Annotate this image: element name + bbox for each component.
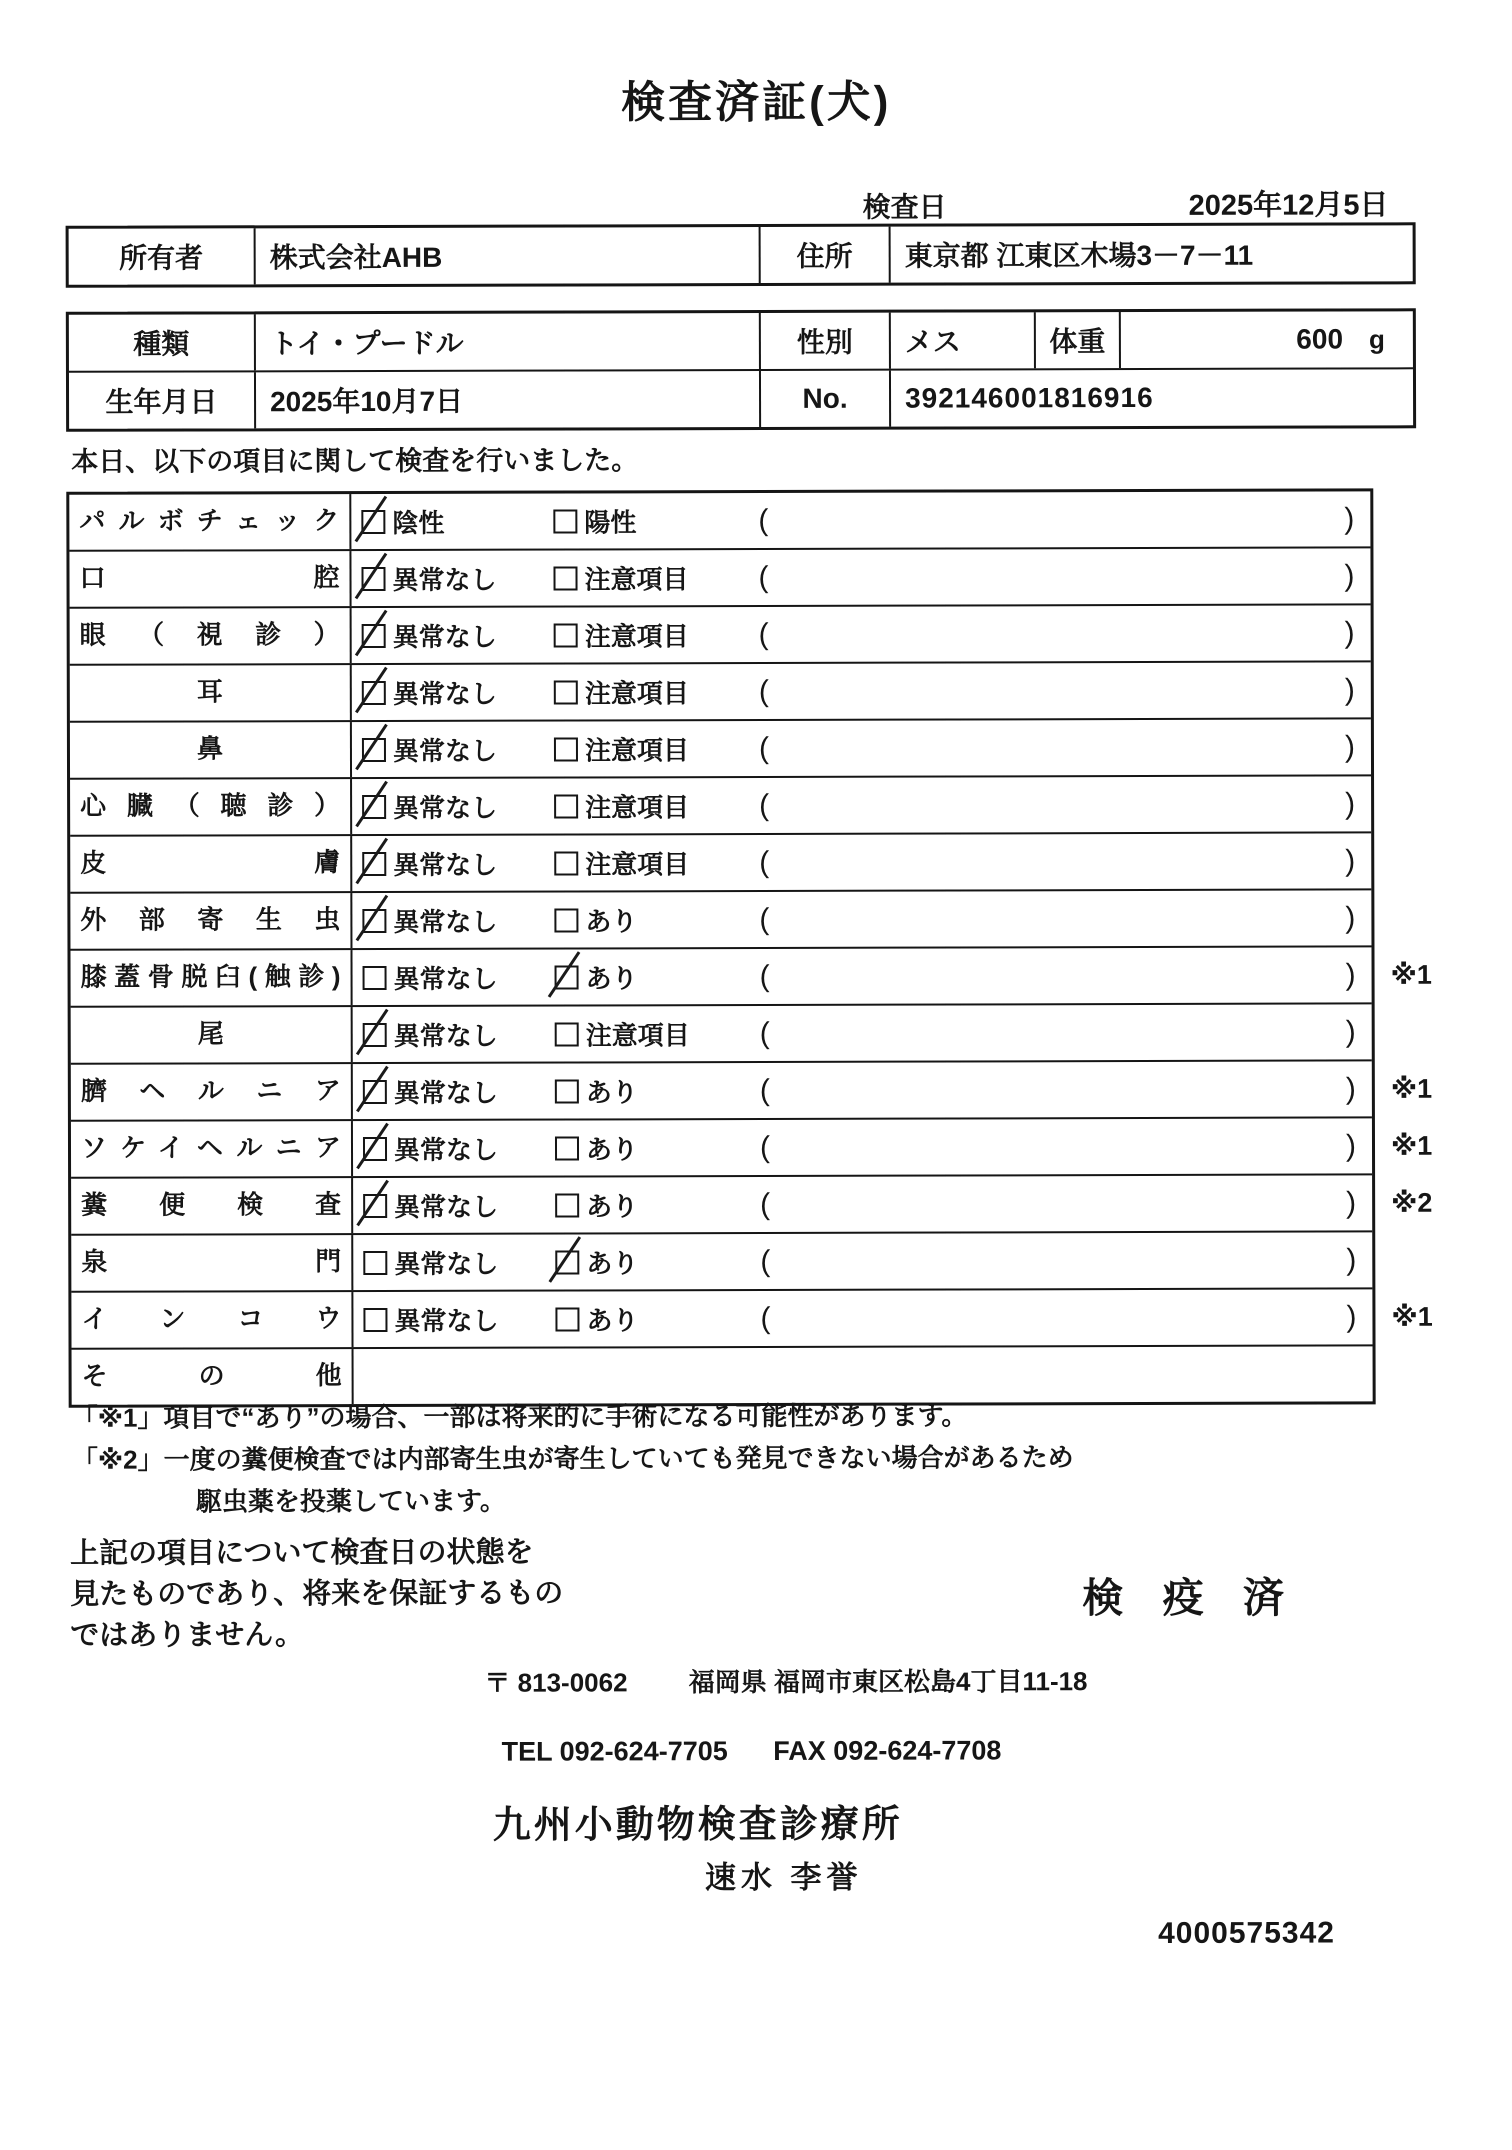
option-1 — [361, 503, 553, 541]
checkbox-unchecked — [554, 737, 578, 761]
option-1 — [363, 1301, 555, 1339]
paren-close: ) — [1345, 843, 1356, 877]
checklist-row — [69, 491, 1370, 549]
checklist-row — [70, 774, 1371, 834]
checklist-row — [70, 603, 1371, 663]
checkbox-checked — [555, 965, 579, 989]
option-1 — [363, 1130, 555, 1168]
paren-open: ( — [759, 1130, 771, 1164]
option-label: 異常なし — [393, 1077, 498, 1108]
paren-close: ) — [1344, 672, 1355, 706]
footnote-mark: ※1 — [1390, 959, 1432, 990]
option-2 — [555, 1186, 760, 1224]
option-label: あり — [585, 1077, 638, 1108]
pet-row-2 — [69, 367, 1413, 429]
footnote-3: 駆虫薬を投薬しています。 — [195, 1485, 506, 1517]
paren-close: ) — [1345, 957, 1356, 991]
checklist-item-label: ソケイヘルニア — [71, 1121, 353, 1177]
option-label: 注意項目 — [584, 678, 689, 709]
owner-address-label: 住所 — [759, 227, 889, 283]
checklist-item-label: 皮膚 — [70, 836, 352, 892]
option-label: あり — [585, 906, 638, 937]
checkbox-unchecked — [555, 1136, 579, 1160]
option-label: あり — [586, 1305, 639, 1336]
inspection-date-label: 検査日 — [862, 191, 947, 223]
owner-label: 所有者 — [119, 242, 204, 274]
paren-close: ) — [1346, 1185, 1357, 1219]
paren-close: ) — [1344, 501, 1355, 535]
checklist-row-content — [353, 1004, 1372, 1062]
checkbox-unchecked — [555, 1022, 579, 1046]
paren-close: ) — [1345, 1128, 1357, 1162]
checklist-item-label: 泉門 — [71, 1235, 353, 1291]
option-label: 異常なし — [393, 1020, 498, 1051]
paren-close: ) — [1346, 1299, 1357, 1333]
checklist-row — [71, 1002, 1372, 1062]
checklist-row-content — [352, 833, 1371, 891]
checkbox-checked — [555, 1250, 579, 1274]
checklist-row-content — [353, 1289, 1372, 1347]
option-2 — [554, 901, 759, 939]
checkbox-checked — [361, 566, 385, 590]
clinic-postal-code: 〒 813-0062 — [484, 1667, 628, 1698]
checklist-row — [70, 717, 1371, 777]
paren-close: ) — [1346, 1242, 1357, 1276]
checklist-row-content — [352, 776, 1371, 834]
option-label: 異常なし — [394, 1191, 499, 1222]
option-label: 異常なし — [394, 1305, 499, 1336]
breed-label: 種類 — [133, 328, 190, 360]
checklist-item-label: 鼻 — [70, 722, 352, 778]
checkbox-checked — [362, 908, 386, 932]
disclaimer-line-3: ではありません。 — [70, 1619, 305, 1652]
checkbox-checked — [362, 851, 386, 875]
checkbox-checked — [362, 794, 386, 818]
option-2 — [555, 1072, 760, 1110]
option-label: 注意項目 — [584, 735, 690, 766]
owner-name: 株式会社AHB — [254, 227, 759, 284]
paren-open: ( — [758, 560, 769, 594]
checklist-item-label: 口腔 — [69, 551, 351, 607]
footnote-mark: ※1 — [1390, 1073, 1433, 1104]
checkbox-checked — [362, 737, 386, 761]
checklist-item-label: インコウ — [71, 1292, 353, 1348]
paren-open: ( — [760, 1244, 771, 1278]
id-number-label: No. — [759, 371, 889, 427]
paren-close: ) — [1344, 615, 1355, 649]
veterinarian-name: 速水 李誉 — [704, 1859, 863, 1896]
checkbox-unchecked — [554, 908, 578, 932]
checklist-item-label: 糞便検査 — [71, 1178, 353, 1234]
checklist-item-label: 耳 — [70, 665, 352, 721]
option-1 — [361, 560, 553, 598]
checklist-row — [71, 1230, 1372, 1290]
paren-close: ) — [1345, 1014, 1356, 1048]
option-1 — [363, 1244, 555, 1282]
option-label: 異常なし — [393, 849, 498, 880]
option-label: 注意項目 — [585, 792, 690, 823]
document-title: 検査済証(犬) — [621, 77, 892, 128]
clinic-tel: TEL 092-624-7705 — [501, 1736, 728, 1767]
option-1 — [363, 1073, 555, 1111]
clinic-name: 九州小動物検査診療所 — [492, 1803, 903, 1847]
checklist-row — [70, 888, 1371, 948]
sex-label: 性別 — [759, 313, 889, 369]
weight-label: 体重 — [1034, 312, 1119, 368]
paren-open: ( — [758, 731, 770, 765]
disclaimer-paragraph — [70, 1533, 563, 1657]
checkbox-unchecked — [554, 623, 578, 647]
option-label: 注意項目 — [584, 621, 689, 652]
footnote-1: 「※1」項目で“あり”の場合、一部は将来的に手術になる可能性があります。 — [71, 1400, 968, 1433]
option-2 — [555, 1300, 760, 1338]
option-label: 注意項目 — [584, 564, 689, 595]
option-label: 異常なし — [393, 1134, 499, 1165]
checklist-row — [71, 1116, 1433, 1176]
paren-open: ( — [758, 503, 769, 537]
checklist-row — [70, 660, 1371, 720]
checkbox-unchecked — [363, 1307, 387, 1331]
option-label: あり — [585, 963, 638, 994]
clinic-address: 福岡県 福岡市東区松島4丁目11-18 — [688, 1666, 1088, 1698]
intro-sentence: 本日、以下の項目に関して検査を行いました。 — [71, 445, 639, 477]
paren-open: ( — [759, 902, 770, 936]
clinic-fax: FAX 092-624-7708 — [773, 1735, 1002, 1766]
option-2 — [555, 1243, 760, 1281]
id-number-value: 392146001816916 — [889, 369, 1413, 426]
option-2 — [554, 844, 759, 882]
option-1 — [363, 959, 555, 997]
option-1 — [362, 845, 554, 883]
checklist-row-content — [352, 947, 1371, 1005]
checklist-item-label: 眼（視診） — [70, 608, 352, 664]
checkbox-checked — [363, 1193, 387, 1217]
option-label: あり — [586, 1191, 639, 1222]
option-1 — [362, 788, 554, 826]
option-label: 異常なし — [392, 678, 497, 709]
checklist-row — [71, 1173, 1433, 1233]
paren-close: ) — [1345, 900, 1356, 934]
checkbox-unchecked — [555, 1193, 579, 1217]
option-label: 異常なし — [394, 1248, 499, 1279]
checkbox-unchecked — [553, 509, 577, 533]
checklist-item-label: その他 — [72, 1349, 354, 1405]
checklist-row — [71, 1287, 1433, 1347]
option-2 — [555, 1129, 760, 1167]
option-label: 異常なし — [393, 963, 498, 994]
checkbox-unchecked — [555, 1307, 579, 1331]
checkbox-checked — [362, 623, 386, 647]
checklist-row-content — [352, 662, 1371, 720]
footnote-mark: ※1 — [1391, 1301, 1433, 1332]
option-label: 異常なし — [393, 792, 498, 823]
checklist-item-label: 膝蓋骨脱臼(触診) — [70, 950, 352, 1006]
paren-open: ( — [759, 788, 770, 822]
checklist-item-label: パルボチェック — [69, 494, 351, 550]
checkbox-unchecked — [553, 566, 577, 590]
option-2 — [553, 559, 758, 597]
checkbox-unchecked — [554, 680, 578, 704]
checkbox-unchecked — [363, 965, 387, 989]
checklist-row-content — [352, 605, 1371, 663]
checklist-row-content — [353, 1175, 1372, 1233]
paren-open: ( — [759, 1016, 770, 1050]
option-label: 異常なし — [393, 906, 498, 937]
paren-open: ( — [759, 845, 770, 879]
weight-value: 600 — [1296, 323, 1344, 355]
option-1 — [362, 674, 554, 712]
option-2 — [554, 787, 759, 825]
checklist-row-content — [353, 1118, 1372, 1176]
breed-value: トイ・プードル — [254, 313, 759, 370]
checklist-item-label: 外部寄生虫 — [70, 893, 352, 949]
quarantine-passed-stamp: 検 疫 済 — [1082, 1574, 1299, 1622]
option-label: 異常なし — [392, 564, 497, 595]
option-2 — [555, 1015, 760, 1053]
weight-value-cell — [1119, 311, 1413, 368]
option-1 — [362, 731, 554, 769]
option-label: 陰性 — [392, 507, 445, 538]
owner-info-table — [66, 222, 1416, 288]
birthdate-label: 生年月日 — [105, 386, 218, 418]
paren-close: ) — [1345, 786, 1356, 820]
document-number: 4000575342 — [1158, 1916, 1335, 1950]
pet-row-1 — [69, 311, 1413, 371]
checklist-row-content — [352, 890, 1371, 948]
option-label: 注意項目 — [585, 849, 690, 880]
paren-close: ) — [1344, 729, 1355, 763]
checklist-row-content — [353, 1232, 1372, 1290]
paren-open: ( — [760, 1301, 771, 1335]
option-label: あり — [586, 1248, 639, 1279]
owner-address: 東京都 江東区木場3－7－11 — [889, 225, 1413, 282]
checklist-row — [70, 945, 1432, 1005]
footnote-mark: ※1 — [1390, 1130, 1433, 1161]
option-2 — [554, 673, 759, 711]
option-1 — [363, 1187, 555, 1225]
paren-open: ( — [759, 959, 770, 993]
option-label: 異常なし — [392, 621, 497, 652]
checkbox-unchecked — [554, 851, 578, 875]
option-1 — [363, 1016, 555, 1054]
disclaimer-line-1: 上記の項目について検査日の状態を — [70, 1536, 534, 1570]
owner-row — [69, 225, 1413, 285]
disclaimer-line-2: 見たものであり、将来を保証するもの — [70, 1577, 564, 1611]
paren-open: ( — [759, 1073, 770, 1107]
checkbox-checked — [362, 680, 386, 704]
checkbox-unchecked — [555, 1079, 579, 1103]
checkbox-unchecked — [363, 1250, 387, 1274]
clinic-postal-line — [484, 1661, 1087, 1700]
option-1 — [362, 617, 554, 655]
option-2 — [555, 958, 760, 996]
weight-unit: g — [1368, 323, 1385, 354]
checklist-row — [70, 831, 1371, 891]
option-label: あり — [585, 1134, 639, 1165]
checklist-item-label: 心臓（聴診） — [70, 779, 352, 835]
option-2 — [554, 616, 759, 654]
checklist-row-content — [353, 1061, 1372, 1119]
checkbox-checked — [361, 509, 385, 533]
checkbox-unchecked — [554, 794, 578, 818]
checkbox-checked — [363, 1079, 387, 1103]
option-label: 異常なし — [392, 735, 498, 766]
paren-open: ( — [758, 674, 769, 708]
checklist-row-content — [352, 719, 1371, 777]
option-label: 注意項目 — [585, 1020, 690, 1051]
checkbox-checked — [363, 1022, 387, 1046]
checklist-row — [71, 1059, 1433, 1119]
paren-open: ( — [758, 617, 769, 651]
option-2 — [554, 730, 759, 768]
paren-close: ) — [1345, 1071, 1356, 1105]
sex-value: メス — [889, 312, 1034, 368]
footnote-mark: ※2 — [1391, 1187, 1433, 1218]
checklist-item-label: 尾 — [71, 1007, 353, 1063]
checklist-item-label: 臍ヘルニア — [71, 1064, 353, 1120]
paren-close: ) — [1344, 558, 1355, 592]
pet-info-table — [66, 308, 1416, 432]
checklist-row-content — [351, 491, 1370, 549]
option-label: 陽性 — [584, 507, 637, 538]
option-1 — [362, 902, 554, 940]
footnote-2: 「※2」一度の糞便検査では内部寄生虫が寄生していても発見できない場合があるため — [71, 1442, 1074, 1475]
inspection-date-value: 2025年12月5日 — [1188, 189, 1389, 222]
checklist-row-content — [351, 548, 1370, 606]
birthdate-value: 2025年10月7日 — [254, 371, 759, 428]
paren-open: ( — [760, 1187, 771, 1221]
checklist-table — [66, 488, 1433, 1407]
checklist-row — [69, 546, 1370, 606]
option-2 — [553, 502, 758, 540]
checkbox-checked — [363, 1136, 387, 1160]
clinic-tel-line — [502, 1735, 1002, 1767]
